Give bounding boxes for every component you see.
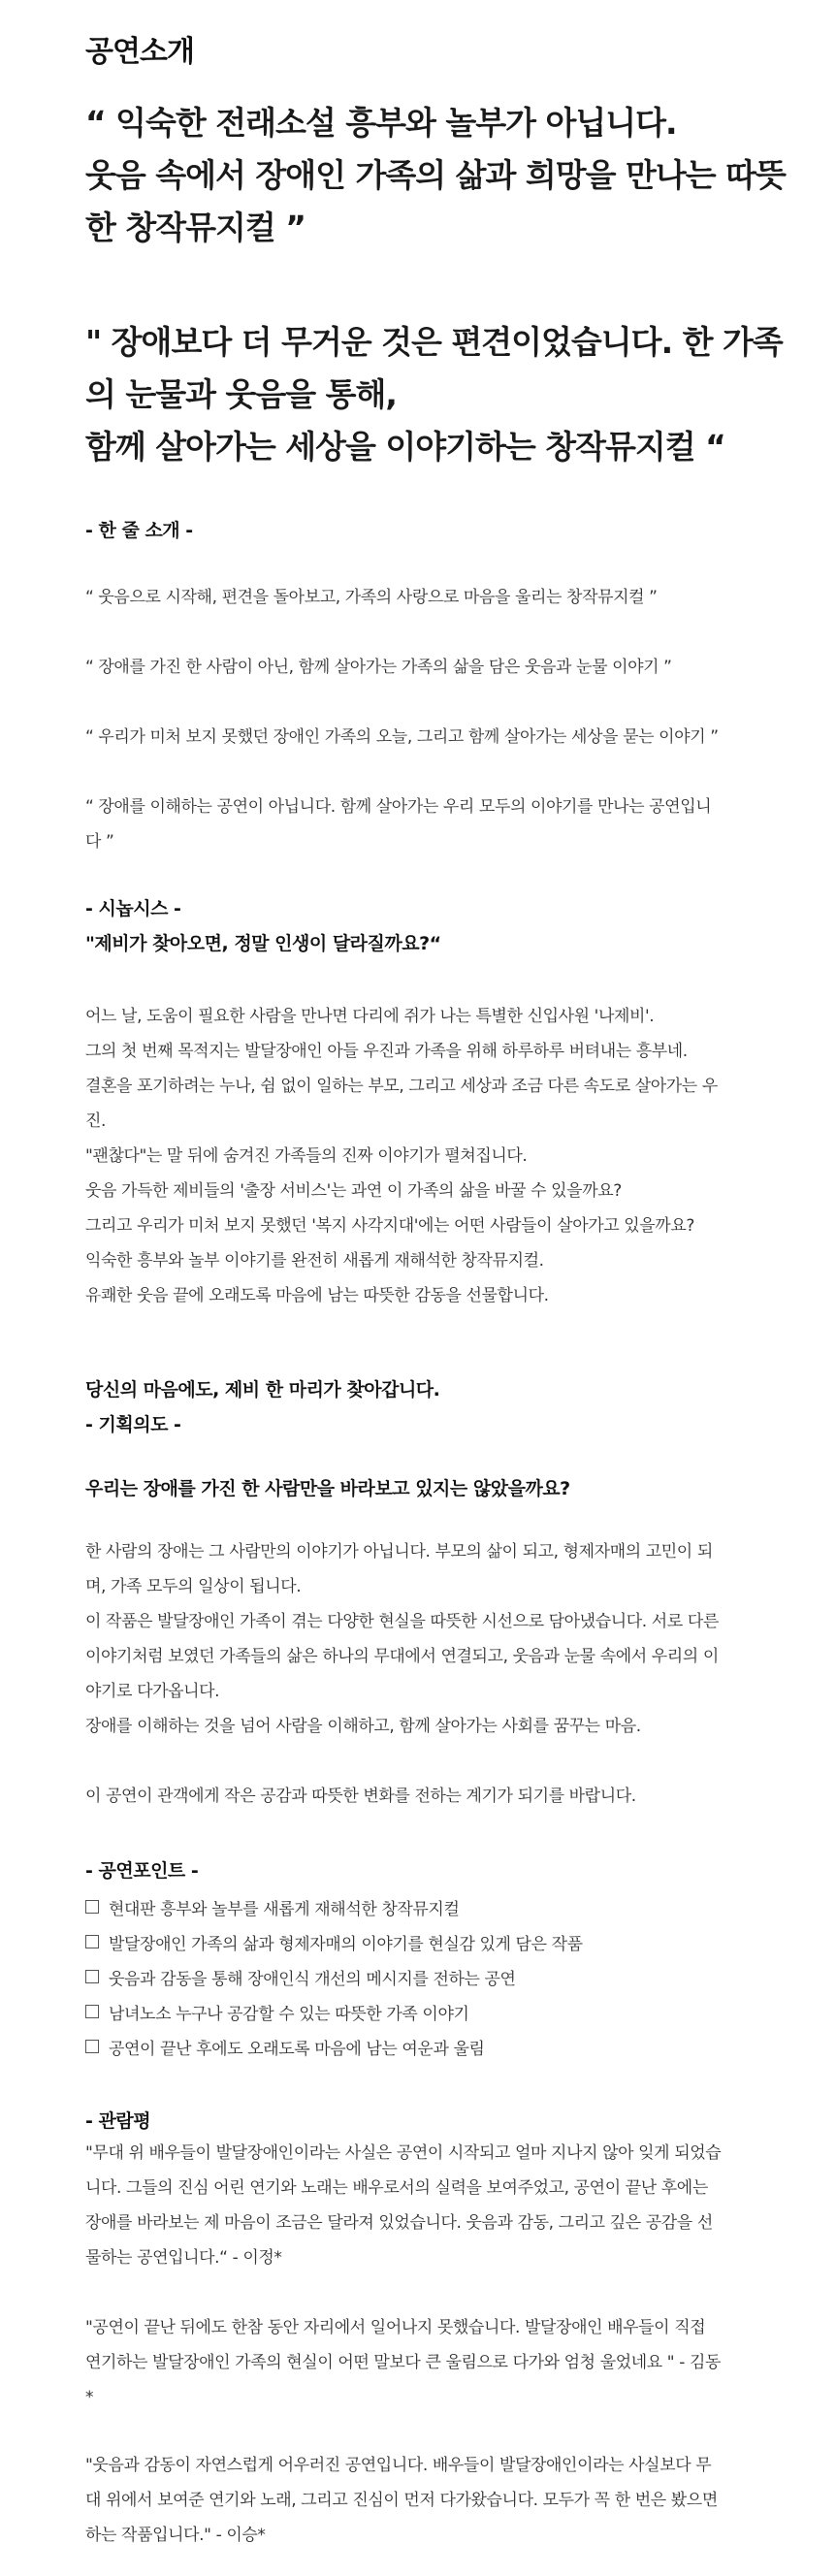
point-text: 발달장애인 가족의 삶과 형제자매의 이야기를 현실감 있게 담은 작품 — [109, 1934, 583, 1954]
checkbox-icon — [85, 1970, 99, 1983]
oneline-item — [85, 650, 716, 685]
headline-2 — [85, 316, 783, 473]
review-line: 연기하는 발달장애인 가족의 현실이 어떤 말보다 큰 울림으로 다가와 엄청 울었네요 " - 김동 — [85, 2353, 721, 2372]
synopsis-line: 결혼을 포기하려는 누나, 쉼 없이 일하는 부모, 그리고 세상과 조금 다른 속도로 살아가는 우 — [85, 1077, 718, 1096]
headline-1-line: “ 익숙한 전래소설 흥부와 놀부가 아닙니다. — [85, 104, 677, 142]
headline-1-line: 한 창작뮤지컬 ” — [85, 209, 305, 246]
review-item — [85, 2310, 721, 2415]
synopsis-line: "괜찮다"는 말 뒤에 숨겨진 가족들의 진짜 이야기가 펼쳐집니다. — [85, 1146, 528, 1166]
planning-closing-text: 이 공연이 관객에게 작은 공감과 따뜻한 변화를 전하는 계기가 되기를 바랍니다. — [85, 1787, 636, 1806]
oneline-item-text: 다 ” — [85, 832, 114, 852]
synopsis-line: 웃음 가득한 제비들의 '출장 서비스'는 과연 이 가족의 삶을 바꿀 수 있을까요? — [85, 1181, 622, 1201]
points-heading: - 공연포인트 - — [85, 1860, 199, 1882]
checkbox-icon — [85, 2005, 99, 2018]
review-line: "무대 위 배우들이 발달장애인이라는 사실은 공연이 시작되고 얼마 지나지 않아 잊게 되었습 — [85, 2143, 722, 2163]
planning-line: 이 작품은 발달장애인 가족이 겪는 다양한 현실을 따뜻한 시선으로 담아냈습니다. 서로 다른 — [85, 1612, 719, 1631]
synopsis-line: 익숙한 흥부와 놀부 이야기를 완전히 새롭게 재해석한 창작뮤지컬. — [85, 1251, 544, 1271]
synopsis-line: 유쾌한 웃음 끝에 오래도록 마음에 남는 따뜻한 감동을 선물합니다. — [85, 1286, 549, 1305]
synopsis-question: "제비가 찾아오면, 정말 인생이 달라질까요?“ — [85, 933, 441, 954]
planning-line: 이야기처럼 보였던 가족들의 삶은 하나의 무대에서 연결되고, 웃음과 눈물 속에서 우리의 이 — [85, 1647, 719, 1666]
review-line: 니다. 그들의 진심 어린 연기와 노래는 배우로서의 실력을 보여주었고, 공연이 끝난 후에는 — [85, 2178, 708, 2198]
synopsis-line: 그리고 우리가 미처 보지 못했던 '복지 사각지대'에는 어떤 사람들이 살아가고 있을까요? — [85, 1216, 694, 1236]
oneline-item — [85, 720, 719, 755]
point-item — [85, 1959, 583, 1994]
point-text: 공연이 끝난 후에도 오래도록 마음에 남는 여운과 울림 — [109, 2039, 485, 2059]
point-item — [85, 1924, 583, 1959]
checkbox-icon — [85, 2040, 99, 2053]
review-line: 대 위에서 보여준 연기와 노래, 그리고 진심이 먼저 다가왔습니다. 모두가 꼭 한 번은 봤으면 — [85, 2491, 718, 2510]
review-item — [85, 2136, 722, 2275]
checkbox-icon — [85, 1900, 99, 1914]
point-text: 웃음과 감동을 통해 장애인식 개선의 메시지를 전하는 공연 — [109, 1969, 516, 1989]
points-list — [85, 1889, 583, 2064]
planning-heading: - 기획의도 - — [85, 1414, 181, 1435]
review-line: 물하는 공연입니다.“ - 이정* — [85, 2248, 282, 2268]
oneline-item-text: “ 우리가 미처 보지 못했던 장애인 가족의 오늘, 그리고 함께 살아가는 세상을 묻는 이야기 ” — [85, 727, 719, 747]
planning-closing — [85, 1779, 716, 1814]
synopsis-line: 진. — [85, 1111, 107, 1131]
point-text: 남녀노소 누구나 공감할 수 있는 따뜻한 가족 이야기 — [109, 2004, 469, 2024]
synopsis-line: 어느 날, 도움이 필요한 사람을 만나면 다리에 쥐가 나는 특별한 신입사원 '나제비'. — [85, 1007, 655, 1026]
point-item — [85, 1994, 583, 2029]
review-line: * — [85, 2388, 94, 2407]
headline-2-line: " 장애보다 더 무거운 것은 편견이었습니다. 한 가족 — [85, 323, 783, 361]
review-item — [85, 2448, 716, 2553]
checkbox-icon — [85, 1935, 99, 1948]
planning-line: 며, 가족 모두의 일상이 됩니다. — [85, 1577, 302, 1596]
headline-1 — [85, 97, 786, 254]
synopsis-body — [85, 999, 716, 1313]
oneline-item-text: “ 장애를 가진 한 사람이 아닌, 함께 살아가는 가족의 삶을 담은 웃음과 눈물 이야기 ” — [85, 658, 672, 677]
oneline-item-text: “ 웃음으로 시작해, 편견을 돌아보고, 가족의 사랑으로 마음을 울리는 창작뮤지컬 ” — [85, 588, 658, 607]
oneline-heading: - 한 줄 소개 - — [85, 520, 193, 541]
review-line: "웃음과 감동이 자연스럽게 어우러진 공연입니다. 배우들이 발달장애인이라는 사실보다 무 — [85, 2456, 712, 2475]
review-line: 장애를 바라보는 제 마음이 조금은 달라져 있었습니다. 웃음과 감동, 그리고 깊은 공감을 선 — [85, 2213, 713, 2233]
synopsis-closing: 당신의 마음에도, 제비 한 마리가 찾아갑니다. — [85, 1379, 440, 1401]
oneline-item-text: “ 장애를 이해하는 공연이 아닙니다. 함께 살아가는 우리 모두의 이야기를 만나는 공연입니 — [85, 797, 712, 817]
planning-question: 우리는 장애를 가진 한 사람만을 바라보고 있지는 않았을까요? — [85, 1478, 570, 1499]
planning-line: 한 사람의 장애는 그 사람만의 이야기가 아닙니다. 부모의 삶이 되고, 형제자매의 고민이 되 — [85, 1542, 713, 1562]
point-text: 현대판 흥부와 놀부를 새롭게 재해석한 창작뮤지컬 — [109, 1899, 460, 1919]
headline-1-line: 웃음 속에서 장애인 가족의 삶과 희망을 만나는 따뜻 — [85, 156, 786, 194]
review-line: "공연이 끝난 뒤에도 한참 동안 자리에서 일어나지 못했습니다. 발달장애인 배우들이 직접 — [85, 2318, 706, 2337]
reviews-heading: - 관람평 — [85, 2110, 151, 2132]
point-item — [85, 1889, 583, 1924]
synopsis-line: 그의 첫 번째 목적지는 발달장애인 아들 우진과 가족을 위해 하루하루 버텨내는 흥부네. — [85, 1042, 688, 1061]
planning-line: 야기로 다가옵니다. — [85, 1682, 220, 1701]
oneline-item — [85, 789, 716, 859]
point-item — [85, 2029, 583, 2064]
planning-line: 장애를 이해하는 것을 넘어 사람을 이해하고, 함께 살아가는 사회를 꿈꾸는 마음. — [85, 1717, 641, 1736]
review-line: 하는 작품입니다." - 이승* — [85, 2526, 266, 2545]
synopsis-heading: - 시놉시스 - — [85, 898, 181, 919]
planning-body — [85, 1534, 719, 1744]
headline-2-line: 함께 살아가는 세상을 이야기하는 창작뮤지컬 “ — [85, 428, 725, 466]
oneline-item — [85, 580, 716, 615]
section-title: 공연소개 — [85, 35, 194, 69]
headline-2-line: 의 눈물과 웃음을 통해, — [85, 375, 397, 413]
